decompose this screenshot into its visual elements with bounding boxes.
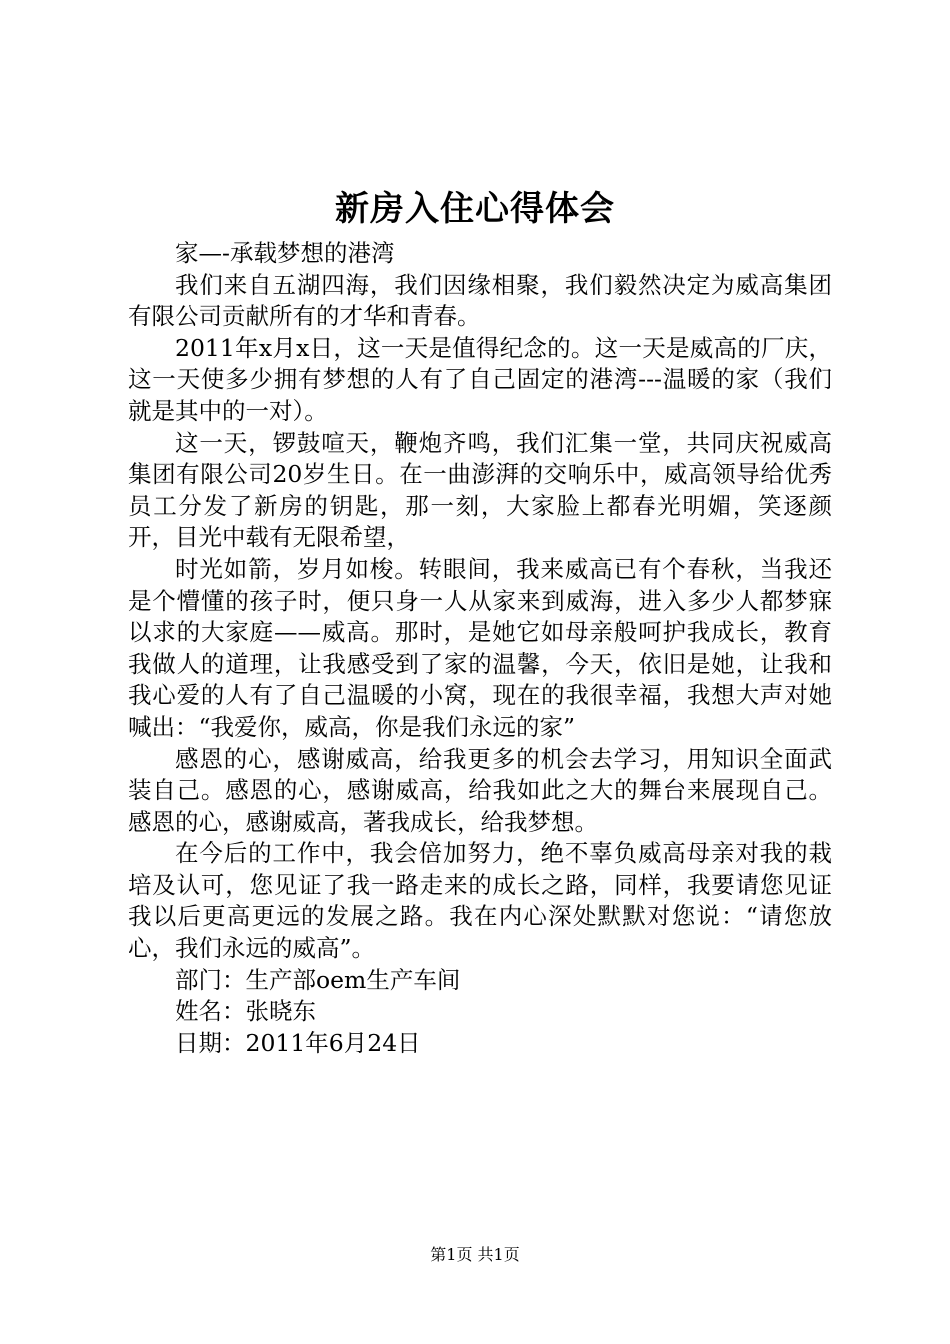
name-line: 姓名：张晓东 [175, 997, 316, 1026]
body-paragraph: 2011年x月x日，这一天是值得纪念的。这一天是威高的厂庆，这一天使多少拥有梦想的人有了自己固定的港湾---温暖的家（我们就是其中的一对）。 [128, 333, 832, 425]
body-paragraph: 感恩的心，感谢威高，给我更多的机会去学习，用知识全面武装自己。感恩的心，感谢威高，给我如此之大的舞台来展现自己。感恩的心，感谢威高，著我成长，给我梦想。 [128, 744, 832, 836]
body-paragraph: 时光如箭，岁月如梭。转眼间，我来威高已有个春秋，当我还是个懵懂的孩子时，便只身一人从家来到威海，进入多少人都梦寐以求的大家庭——威高。那时，是她它如母亲般呵护我成长，教育我做人的道理，让我感受到了家的温馨，今天，依旧是她，让我和我心爱的人有了自己温暖的小窝，现在的我很幸福，我想大声对她喊出：“我爱你，威高，你是我们永远的家” [128, 554, 832, 741]
document-title: 新房入住心得体会 [335, 189, 615, 229]
page-number-footer: 第1页 共1页 [430, 1245, 520, 1264]
department-line: 部门：生产部oem生产车间 [175, 965, 461, 994]
body-paragraph: 在今后的工作中，我会倍加努力，绝不辜负威高母亲对我的栽培及认可，您见证了我一路走来的成长之路，同样，我要请您见证我以后更高更远的发展之路。我在内心深处默默对您说：“请您放心，我们永远的威高”。 [128, 839, 832, 963]
body-paragraph: 这一天，锣鼓喧天，鞭炮齐鸣，我们汇集一堂，共同庆祝威高集团有限公司20岁生日。在一曲澎湃的交响乐中，威高领导给优秀员工分发了新房的钥匙，那一刻，大家脸上都春光明媚，笑逐颜开，目光中载有无限希望， [128, 428, 832, 552]
date-line: 日期：2011年6月24日 [175, 1028, 421, 1057]
subtitle-paragraph: 家—-承载梦想的港湾 [175, 239, 395, 267]
document-body [128, 238, 832, 1059]
body-paragraph: 我们来自五湖四海，我们因缘相聚，我们毅然决定为威高集团有限公司贡献所有的才华和青春。 [128, 270, 832, 331]
